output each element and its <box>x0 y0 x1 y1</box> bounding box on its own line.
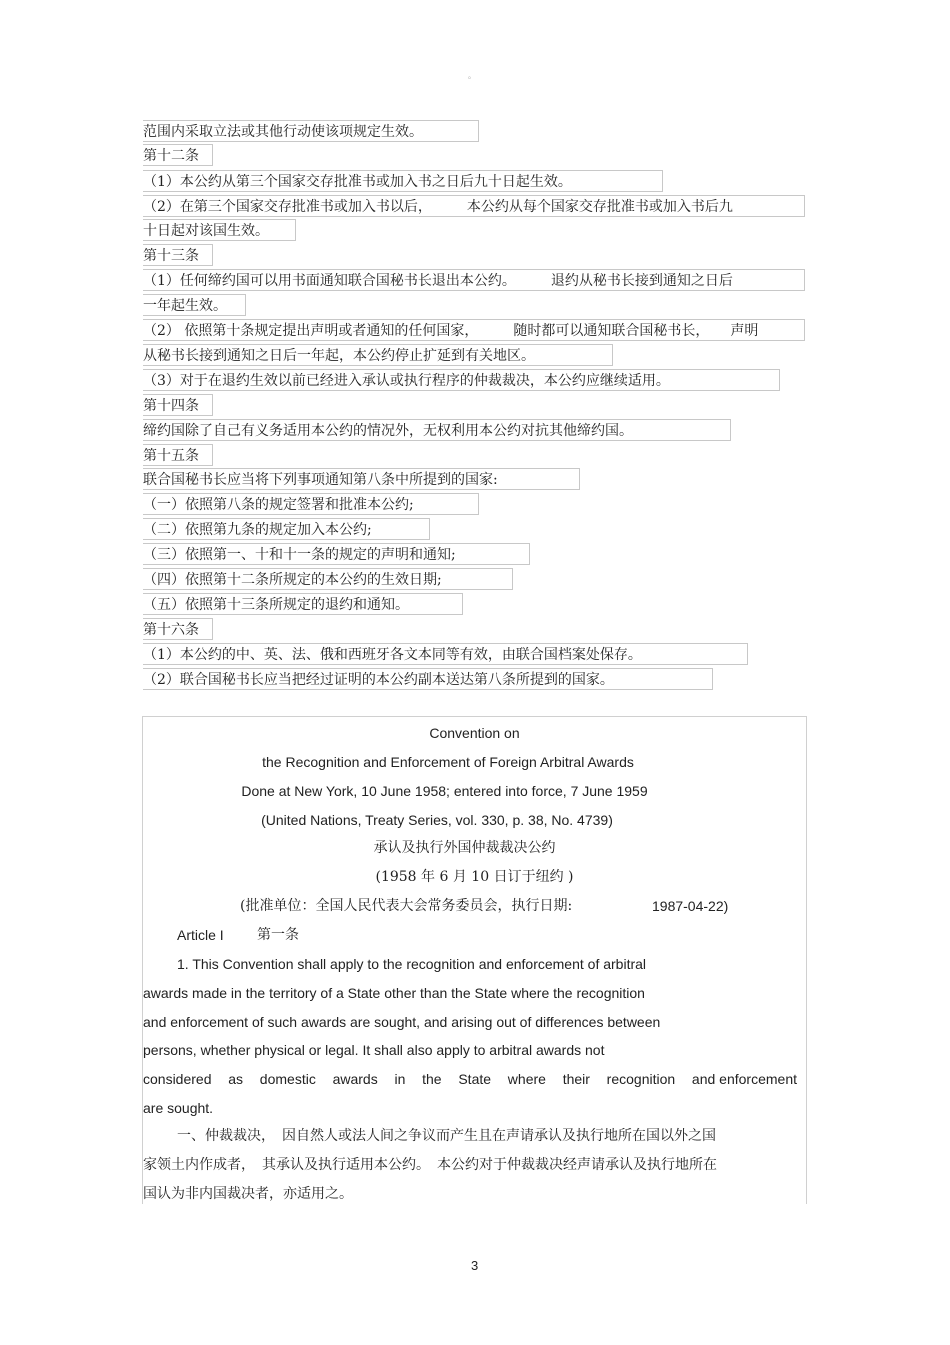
convention-dates: Done at New York, 10 June 1958; entered into force, 7 June 1959 <box>241 783 648 799</box>
paragraph-line: persons, whether physical or legal. It shall also apply to arbitral awards not <box>143 1042 605 1058</box>
word: State <box>458 1071 492 1087</box>
chinese-title: 承认及执行外国仲裁裁决公约 <box>373 840 556 856</box>
word: in <box>394 1071 406 1087</box>
text-line: 从秘书长接到通知之日后一年起，本公约停止扩延到有关地区。 <box>143 344 613 366</box>
word: the <box>422 1071 442 1087</box>
article-heading: 第十四条 <box>143 394 213 416</box>
word: recognition <box>606 1071 676 1087</box>
text-line: （1）本公约从第三个国家交存批准书或加入书之日后九十日起生效。 <box>143 170 663 192</box>
word: awards <box>332 1071 378 1087</box>
text-line: （3）对于在退约生效以前已经进入承认或执行程序的仲裁裁决，本公约应继续适用。 <box>143 369 780 391</box>
article-heading: 第十六条 <box>143 618 213 640</box>
text-line: （2）在第三个国家交存批准书或加入书以后， 本公约从每个国家交存批准书或加入书后九 <box>143 195 805 217</box>
list-item: （二）依照第九条的规定加入本公约; <box>143 518 430 540</box>
paragraph-line: and enforcement of such awards are sought, and arising out of differences between <box>143 1014 661 1030</box>
paragraph-line: 1. This Convention shall apply to the recognition and enforcement of arbitral <box>177 956 647 972</box>
chinese-date: (1958 年 6 月 10 日订于纽约 ) <box>375 869 574 885</box>
text-line: 范围内采取立法或其他行动使该项规定生效。 <box>143 120 479 142</box>
list-item: （五）依照第十三条所规定的退约和通知。 <box>143 593 463 615</box>
page-number: 3 <box>471 1258 479 1273</box>
article-heading: 第十三条 <box>143 244 213 266</box>
chinese-paragraph-line: 国认为非内国裁决者，亦适用之。 <box>143 1186 353 1202</box>
approval-label: (批准单位：全国人民代表大会常务委员会，执行日期: <box>240 898 573 914</box>
word: as <box>228 1071 244 1087</box>
list-item: （三）依照第一、十和十一条的规定的声明和通知; <box>143 543 530 565</box>
text-line: （2） 依照第十条规定提出声明或者通知的任何国家， 随时都可以通知联合国秘书长， 声明 <box>143 319 805 341</box>
word: considered <box>143 1071 212 1087</box>
text-line: （1）任何缔约国可以用书面通知联合国秘书长退出本公约。 退约从秘书长接到通知之日后 <box>143 269 805 291</box>
word: their <box>562 1071 590 1087</box>
article-heading: 第十五条 <box>143 444 213 466</box>
list-item: （一）依照第八条的规定签署和批准本公约; <box>143 493 479 515</box>
paragraph-line-justified <box>143 1069 797 1089</box>
paragraph-line: are sought. <box>143 1100 214 1116</box>
chinese-paragraph-line: 一、仲裁裁决， 因自然人或法人间之争议而产生且在声请承认及执行地所在国以外之国 <box>177 1128 716 1144</box>
text-line: 联合国秘书长应当将下列事项通知第八条中所提到的国家: <box>143 468 580 490</box>
chinese-paragraph-line: 家领土内作成者， 其承认及执行适用本公约。 本公约对于仲裁裁决经声请承认及执行地所在 <box>143 1157 717 1173</box>
treaty-reference: (United Nations, Treaty Series, vol. 330, p. 38, No. 4739) <box>261 812 613 828</box>
word: domestic <box>259 1071 316 1087</box>
text-line: （1）本公约的中、英、法、俄和西班牙各文本同等有效，由联合国档案处保存。 <box>143 643 748 665</box>
convention-subtitle: the Recognition and Enforcement of Foreign Arbitral Awards <box>262 754 634 770</box>
list-item: （四）依照第十二条所规定的本公约的生效日期; <box>143 568 513 590</box>
convention-title: Convention on <box>429 725 520 741</box>
article-en: Article I <box>177 927 224 943</box>
article-cn: 第一条 <box>257 927 299 943</box>
paragraph-line: awards made in the territory of a State other than the State where the recognition <box>143 985 645 1001</box>
word: where <box>507 1071 546 1087</box>
text-line: （2）联合国秘书长应当把经过证明的本公约副本送达第八条所提到的国家。 <box>143 668 713 690</box>
article-heading: 第十二条 <box>143 144 213 166</box>
text-line: 一年起生效。 <box>143 294 246 316</box>
top-mark: 。 <box>468 71 476 80</box>
approval-date: 1987-04-22) <box>652 898 729 914</box>
text-line: 缔约国除了自己有义务适用本公约的情况外，无权利用本公约对抗其他缔约国。 <box>143 419 731 441</box>
word: and enforcement <box>691 1071 797 1087</box>
text-line: 十日起对该国生效。 <box>143 219 296 241</box>
